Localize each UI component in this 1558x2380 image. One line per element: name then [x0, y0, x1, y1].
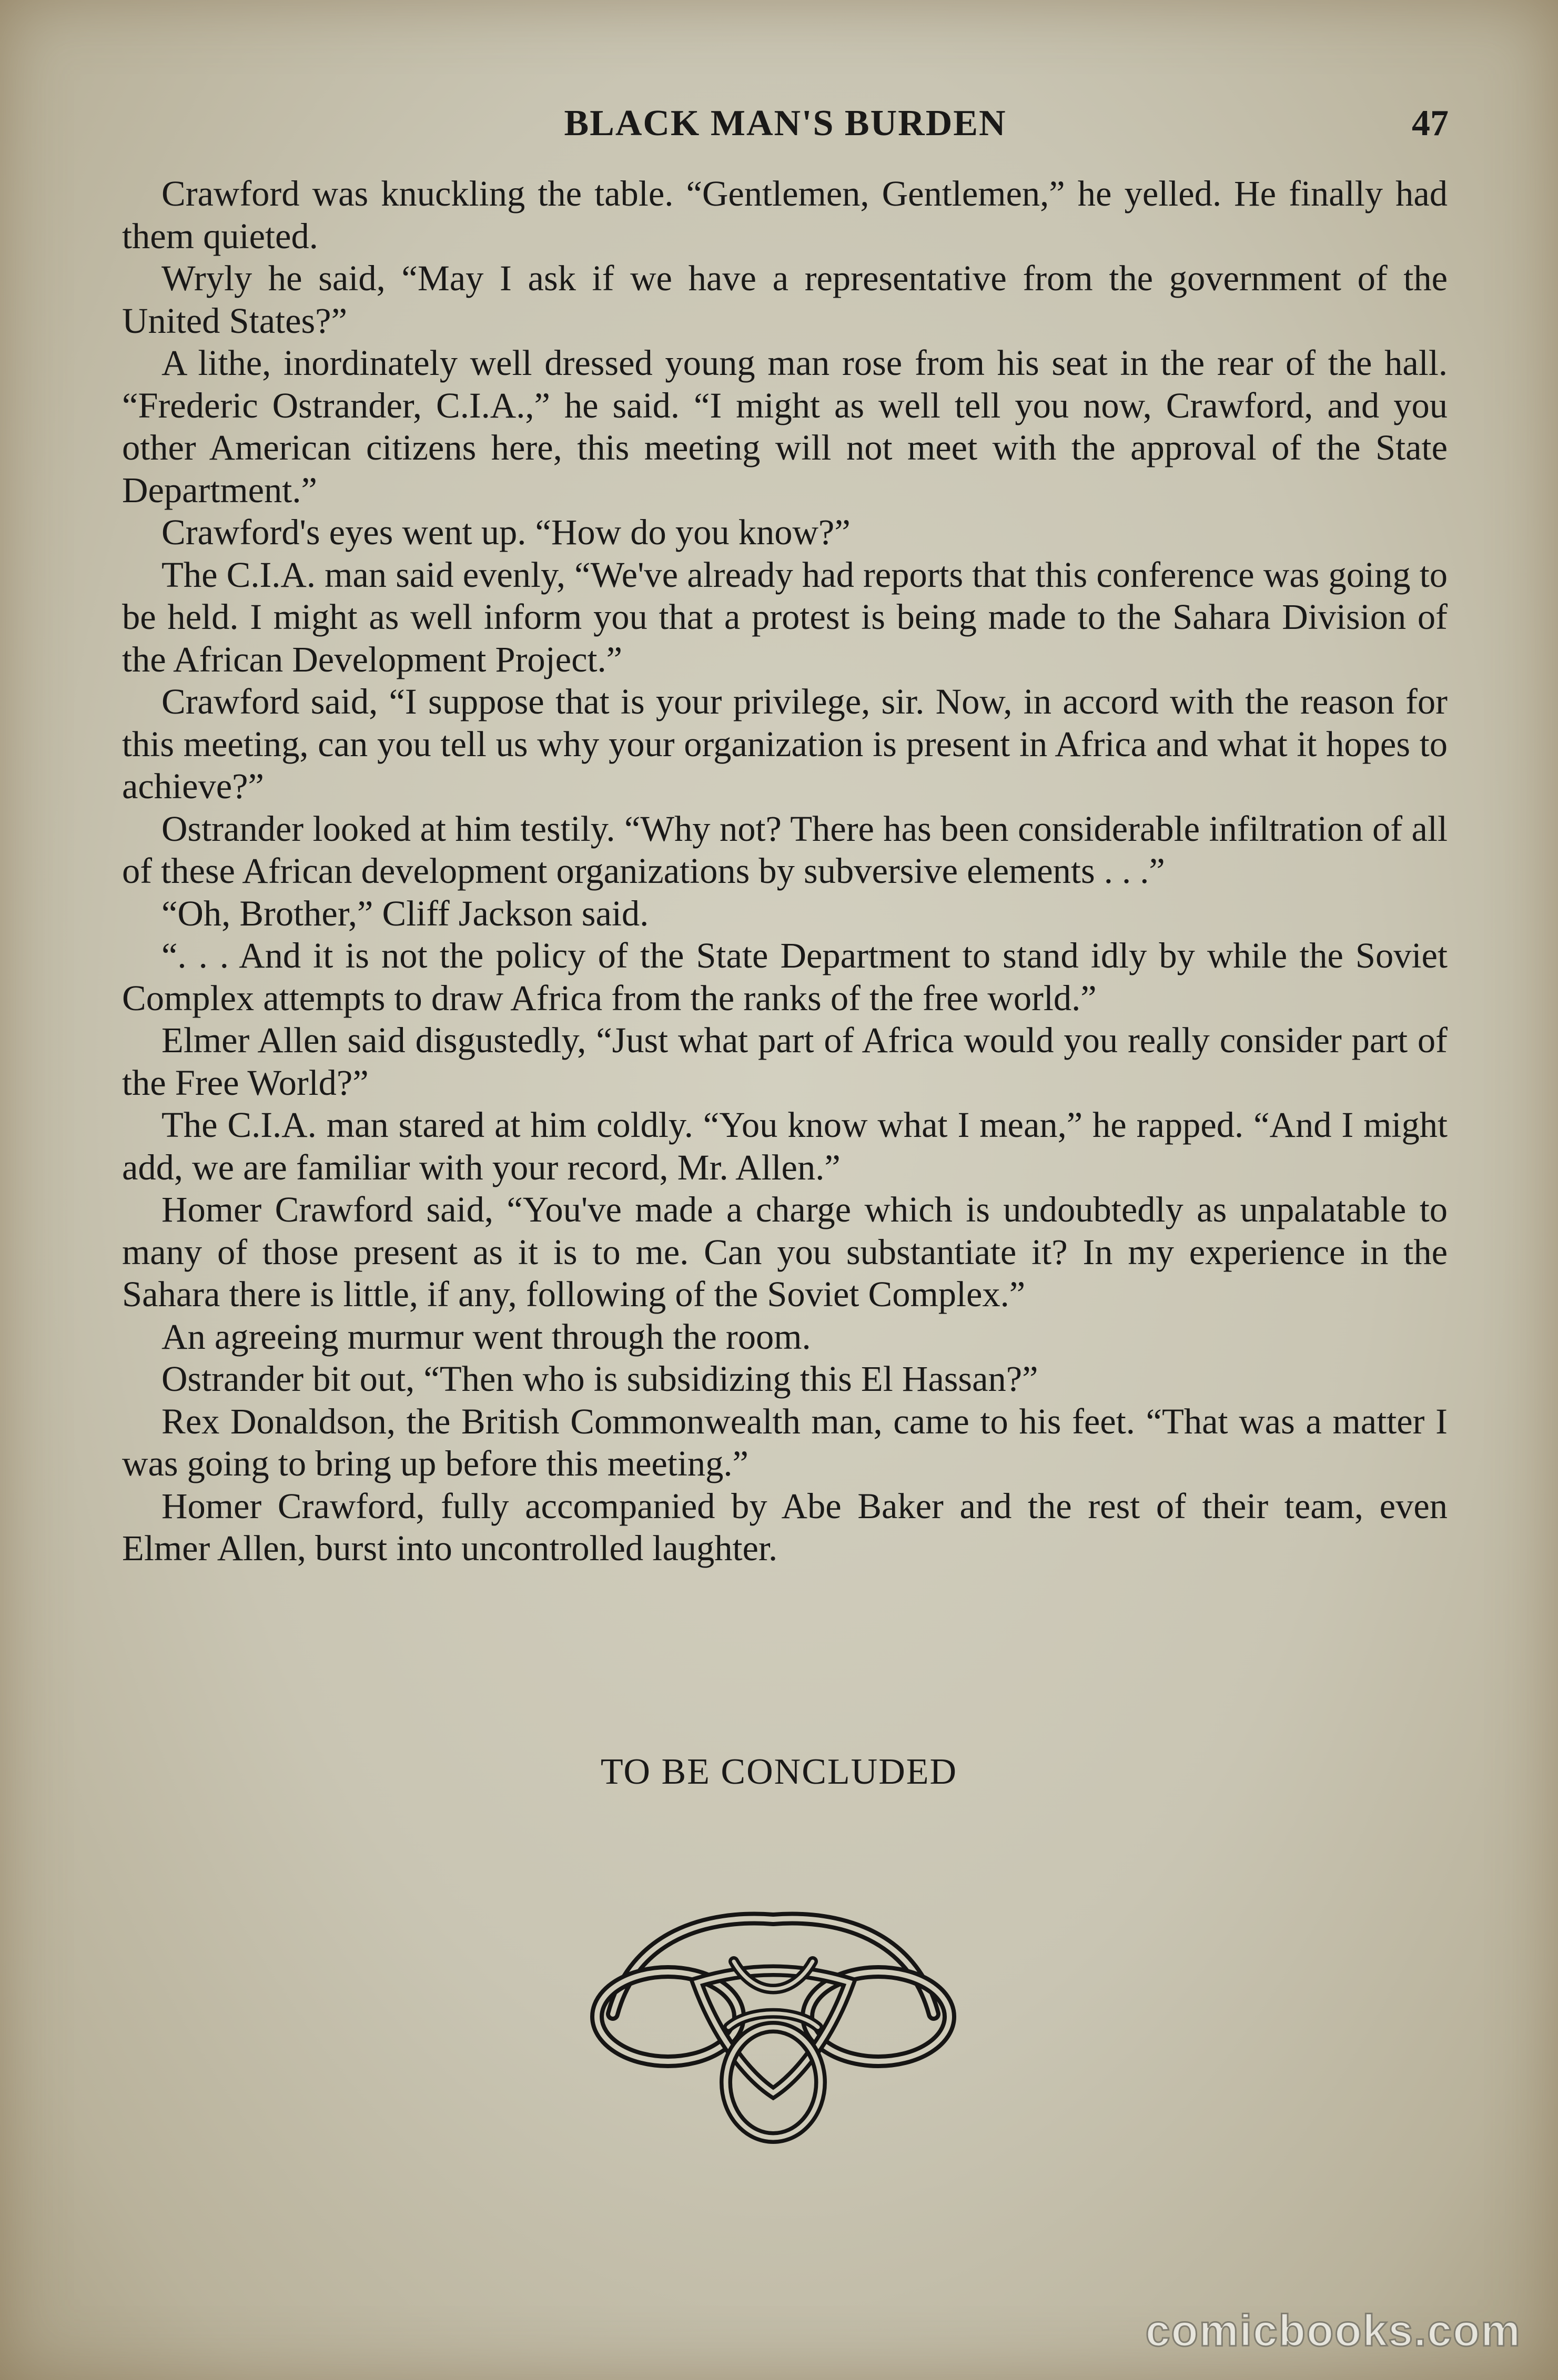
paragraph: Ostrander looked at him testily. “Why not? There has been considerable infiltration of all of these African development organizations by subversive elements . . .”: [122, 808, 1448, 891]
paragraph: Crawford said, “I suppose that is your privilege, sir. Now, in accord with the reason for this meeting, can you tell us why your organization is present in Africa and what it hopes to achieve?”: [122, 682, 1448, 806]
paragraph: A lithe, inordinately well dressed young man rose from his seat in the rear of the hall. “Frederic Ostrander, C.I.A.,” he said. “I might as well tell you now, Crawford, and you other American citizens here, this meeting will not meet with the approval of the State Department.”: [122, 343, 1448, 510]
paragraph: Homer Crawford, fully accompanied by Abe Baker and the rest of their team, even Elmer Allen, burst into uncontrolled laughter.: [122, 1486, 1448, 1568]
running-title: BLACK MAN'S BURDEN: [564, 103, 1007, 144]
paragraph: Homer Crawford said, “You've made a charge which is undoubtedly as unpalatable to many of those present as it is to me. Can you substantiate it? In my experience in the Sahara there is little, if any, following of the Soviet Complex.”: [122, 1189, 1448, 1314]
celtic-knot-icon: [576, 1904, 970, 2151]
paragraph: The C.I.A. man said evenly, “We've already had reports that this conference was going to be held. I might as well inform you that a protest is being made to the Sahara Division of the African Development Project.”: [122, 554, 1448, 679]
paragraph: An agreeing murmur went through the room.: [161, 1316, 811, 1357]
running-header: [122, 103, 1449, 150]
paragraph: “. . . And it is not the policy of the State Department to stand idly by while the Soviet Complex attempts to draw Africa from the ranks of the free world.”: [122, 935, 1448, 1018]
paragraph: Ostrander bit out, “Then who is subsidizing this El Hassan?”: [161, 1359, 1038, 1399]
paragraph: Rex Donaldson, the British Commonwealth man, came to his feet. “That was a matter I was going to bring up before this meeting.”: [122, 1401, 1448, 1483]
watermark: comicbooks.com: [1145, 2306, 1521, 2355]
paragraph: Crawford's eyes went up. “How do you know?”: [161, 512, 851, 552]
paragraph: “Oh, Brother,” Cliff Jackson said.: [161, 893, 649, 933]
story-text: [122, 172, 1448, 1570]
paragraph: Wryly he said, “May I ask if we have a representative from the government of the United States?”: [122, 258, 1448, 341]
to-be-concluded-note: TO BE CONCLUDED: [600, 1752, 958, 1792]
paragraph: Elmer Allen said disgustedly, “Just what part of Africa would you really consider part of the Free World?”: [122, 1020, 1448, 1103]
paragraph: Crawford was knuckling the table. “Gentlemen, Gentlemen,” he yelled. He finally had them quieted.: [122, 174, 1448, 256]
page-number: 47: [1412, 103, 1449, 144]
paragraph: The C.I.A. man stared at him coldly. “You know what I mean,” he rapped. “And I might add, we are familiar with your record, Mr. Allen.”: [122, 1105, 1448, 1187]
